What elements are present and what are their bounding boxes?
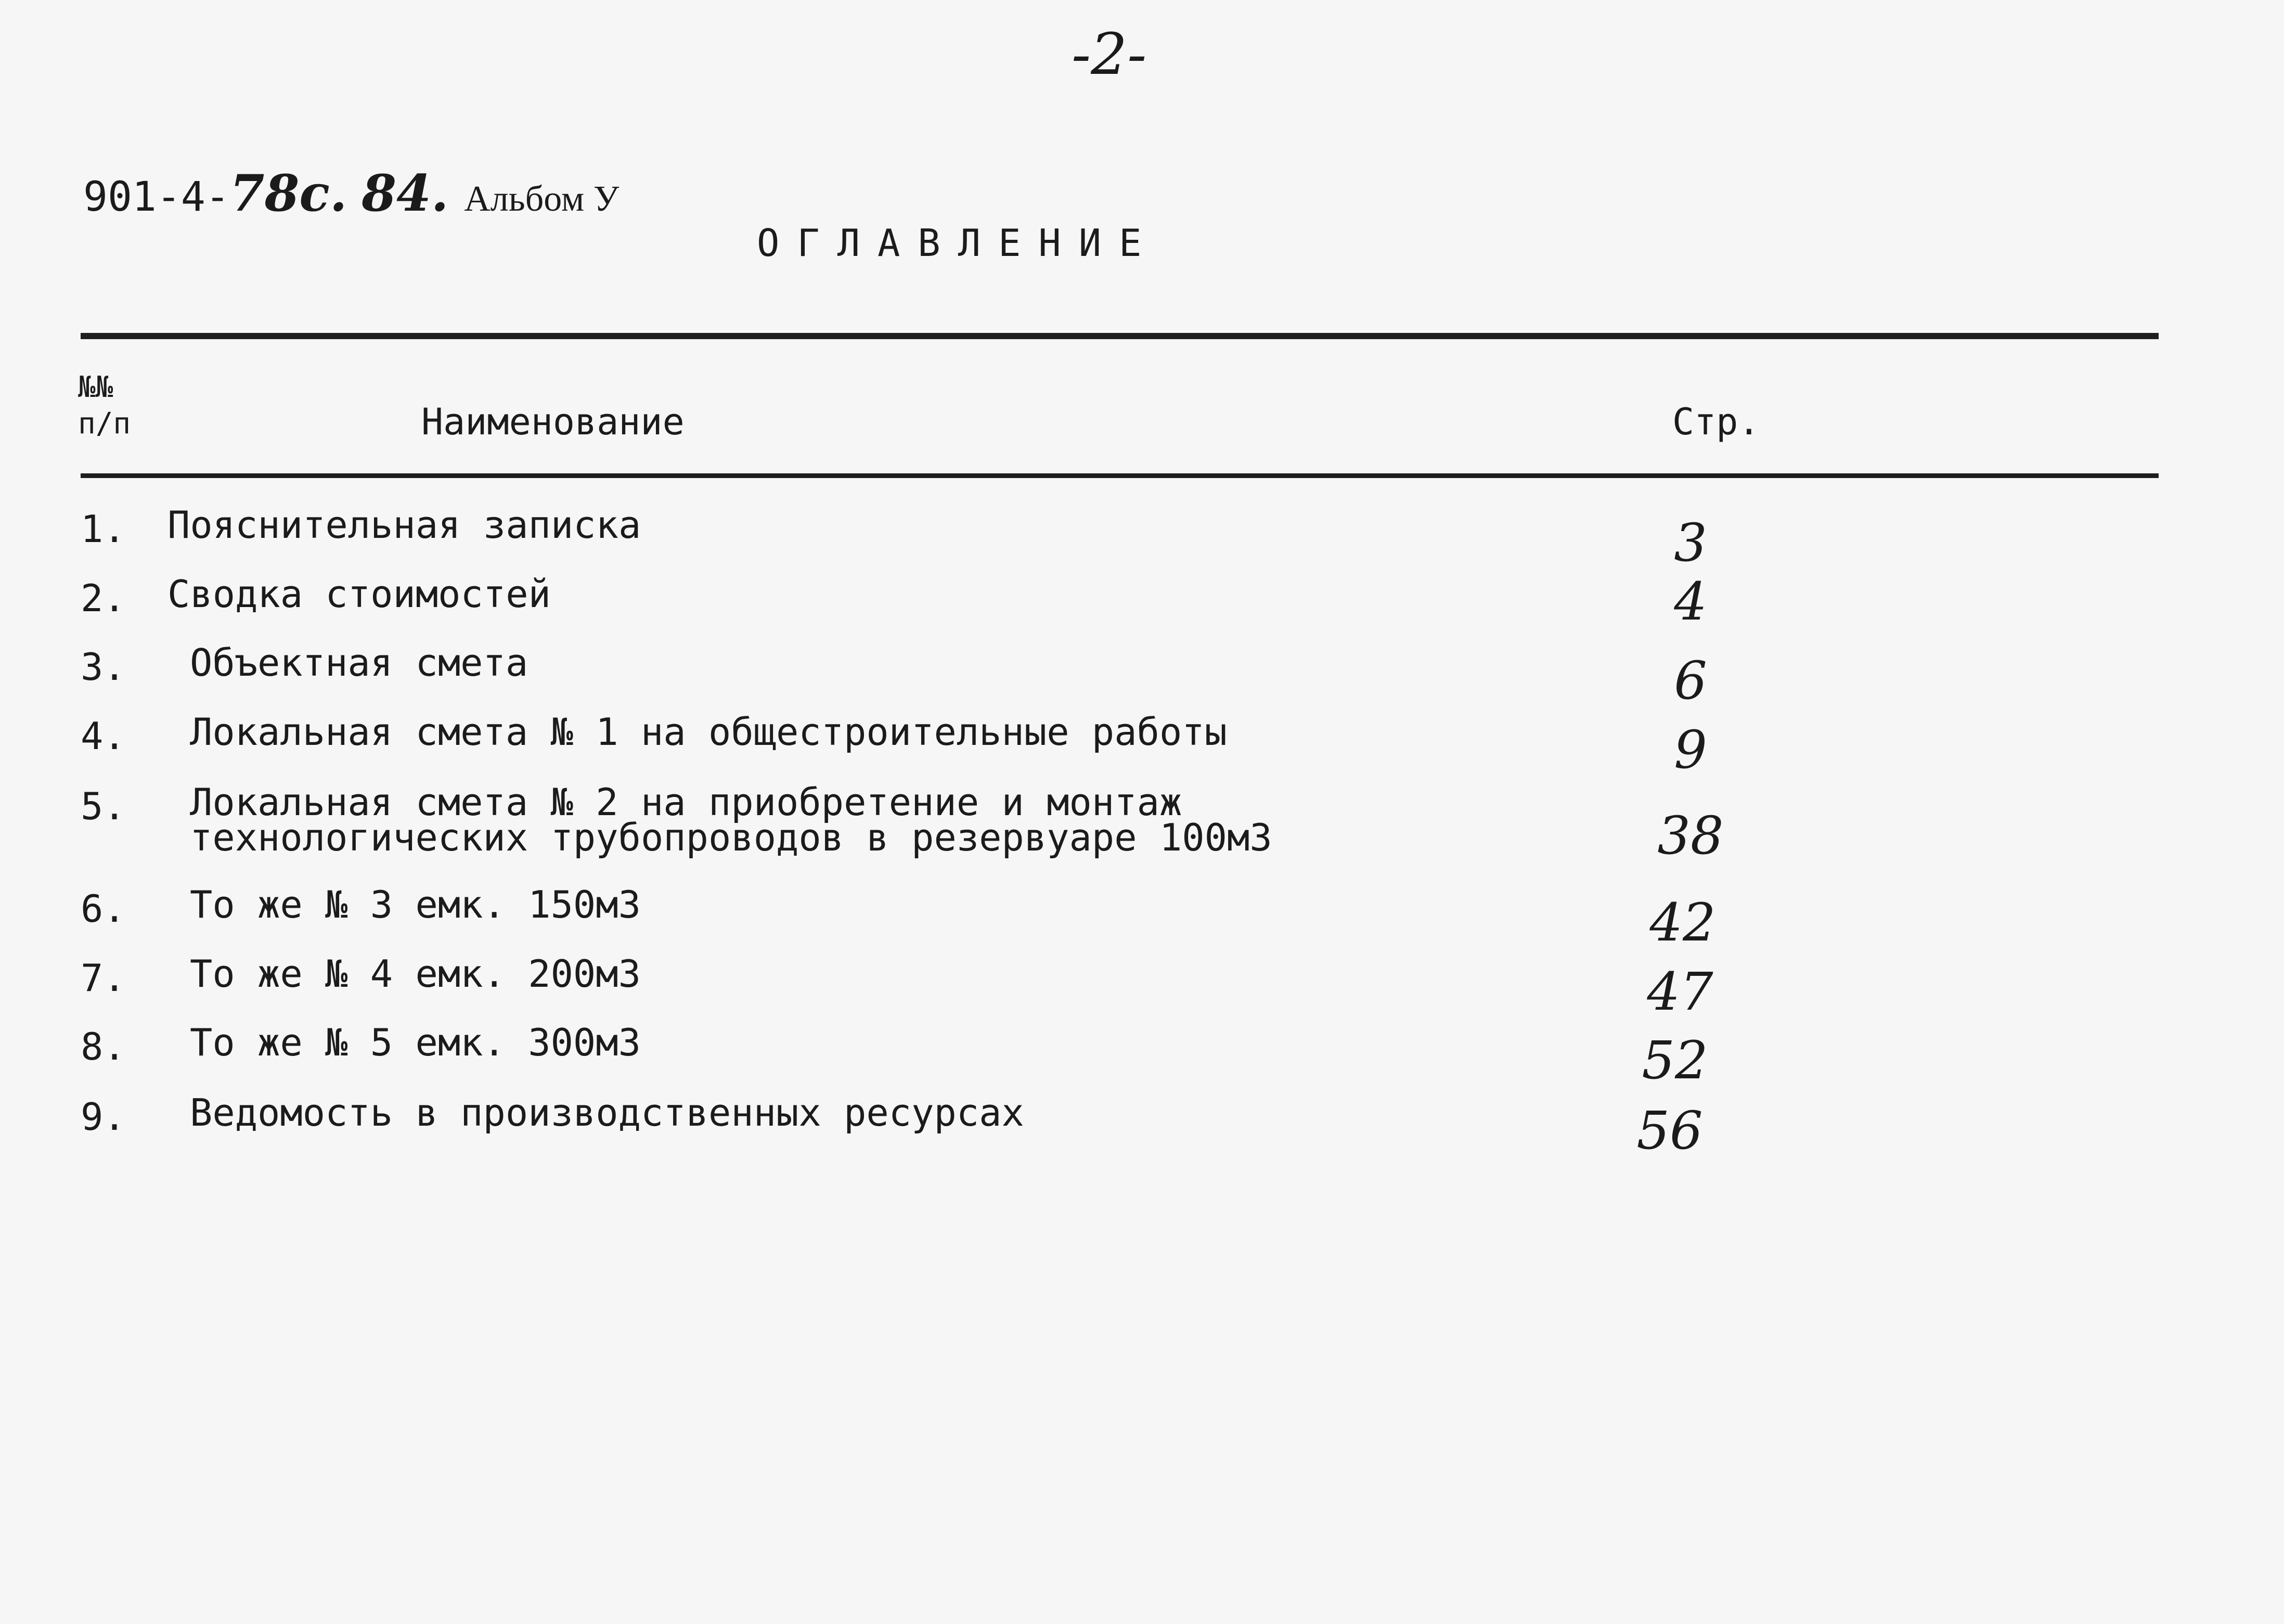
row-page: 6 (1674, 650, 1707, 711)
document-code-handwritten-part: 78с. (229, 164, 347, 223)
page-number: -2- (1072, 21, 1147, 87)
table-row (0, 641, 2284, 718)
row-title: То же № 5 емк. 300м3 (190, 1021, 641, 1064)
row-number: 7. (81, 956, 126, 1000)
column-header-page: Стр. (1672, 401, 1760, 443)
table-row (0, 883, 2284, 960)
document-code-handwritten-year: 84. (362, 164, 449, 223)
row-number: 1. (81, 507, 126, 551)
row-number: 5. (81, 784, 126, 828)
document-code-prefix: 901-4- (83, 174, 230, 221)
row-title (190, 780, 1272, 859)
page-title: ОГЛАВЛЕНИЕ (757, 221, 1159, 265)
row-title-line-2: технологических трубопроводов в резервуаре 100м3 (190, 816, 1272, 859)
table-row (0, 1091, 2284, 1168)
row-page: 9 (1674, 719, 1707, 780)
row-page: 47 (1647, 961, 1713, 1022)
table-row (0, 780, 2284, 873)
row-page: 56 (1636, 1100, 1703, 1161)
row-title: Сводка стоимостей (167, 572, 551, 616)
table-row (0, 710, 2284, 787)
table-header-rule (81, 473, 2159, 478)
row-number: 8. (81, 1025, 126, 1068)
row-page: 38 (1657, 805, 1724, 866)
row-title: То же № 3 емк. 150м3 (190, 883, 641, 926)
row-number: 3. (81, 645, 126, 689)
row-title: Ведомость в производственных ресурсах (190, 1091, 1024, 1135)
document-code (83, 164, 619, 223)
row-title-line-1: Локальная смета № 2 на приобретение и монтаж (190, 780, 1182, 824)
row-number: 6. (81, 887, 126, 931)
row-number: 2. (81, 576, 126, 620)
row-title: То же № 4 емк. 200м3 (190, 952, 641, 996)
column-header-name: Наименование (421, 401, 685, 443)
row-title: Локальная смета № 1 на общестроительные работы (190, 710, 1227, 754)
table-row (0, 1021, 2284, 1098)
row-page: 42 (1649, 892, 1716, 953)
table-top-rule (81, 333, 2159, 339)
table-row (0, 503, 2284, 580)
column-header-number: №№ п/п (78, 370, 131, 441)
row-page: 4 (1674, 571, 1707, 632)
row-title: Объектная смета (190, 641, 528, 685)
album-label: Альбом У (464, 179, 620, 219)
table-row (0, 952, 2284, 1029)
row-number: 9. (81, 1095, 126, 1139)
row-number: 4. (81, 714, 126, 758)
row-page: 52 (1642, 1030, 1708, 1091)
table-row (0, 571, 2284, 649)
row-title: Пояснительная записка (167, 503, 641, 547)
row-page: 3 (1674, 512, 1707, 573)
